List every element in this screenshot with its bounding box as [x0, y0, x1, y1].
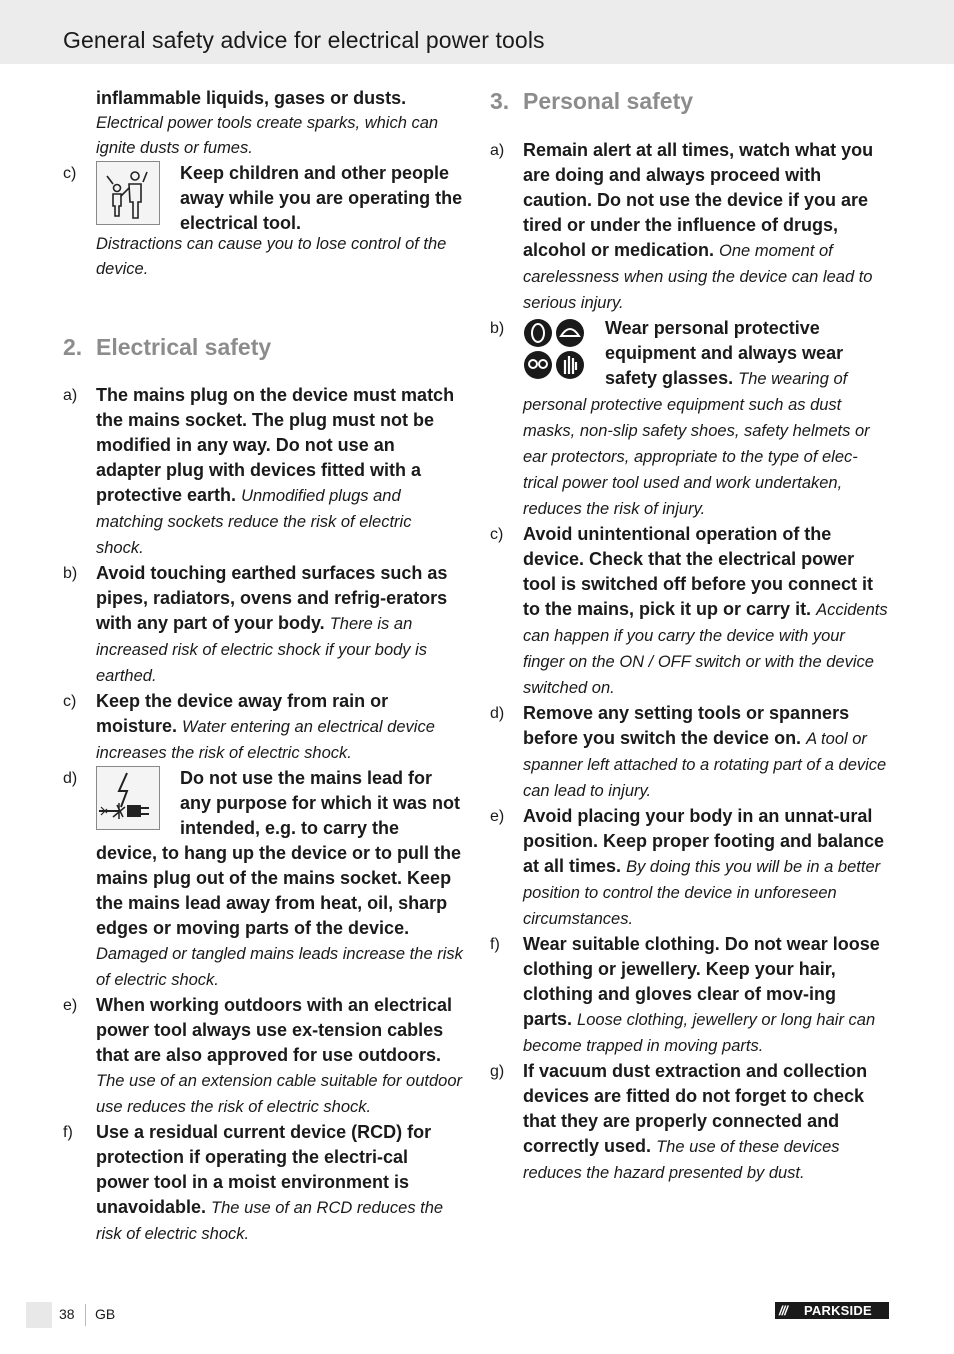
- item-text: There is an increased risk of electric shock if your body is earthed.: [96, 615, 428, 685]
- item-text: The use of these devices reduces the hazard presented by dust.: [523, 1138, 840, 1182]
- list-item: [63, 1120, 463, 1247]
- list-item: [63, 689, 463, 766]
- children-away-icon: [96, 161, 160, 225]
- list-item: [63, 561, 463, 689]
- page-header: [0, 0, 954, 64]
- item-marker: b): [490, 320, 505, 337]
- footer-marker: [26, 1302, 52, 1328]
- item-bold: Avoid placing your body in an unnat-ural position. Keep proper footing and balance at all times.: [523, 806, 885, 876]
- protective-equipment-icon: [523, 318, 585, 380]
- item-bold: If vacuum dust extraction and collection devices are fitted do not forget to check that they are properly connected and correctly used.: [523, 1061, 868, 1156]
- parkside-logo: [775, 1302, 889, 1319]
- item-text: The use of an extension cable suitable for outdoor use reduces the risk of electric shock.: [96, 1072, 462, 1116]
- page-number: 38: [59, 1306, 75, 1322]
- item-marker: d): [490, 705, 505, 722]
- item-text: Loose clothing, jewellery or long hair can become trapped in moving parts.: [523, 1011, 876, 1055]
- item-bold: Wear suitable clothing. Do not wear loose clothing or jewellery. Keep your hair, clothing and gloves clear of mov-ing parts.: [523, 934, 880, 1029]
- item-bold: Wear personal protective equipment and always wear safety glasses.: [605, 318, 844, 388]
- item-text: Accidents can happen if you carry the device with your finger on the ON / OFF switch or with the device switched on.: [523, 601, 888, 697]
- left-column: [63, 86, 463, 1247]
- footer-divider: [85, 1304, 86, 1326]
- item-text: By doing this you will be in a better position to control the device in unforeseen circumstances.: [523, 858, 881, 928]
- item-text: Damaged or tangled mains leads increase the risk of electric shock.: [96, 945, 463, 989]
- item-marker: g): [490, 1063, 505, 1080]
- section-heading-personal-safety: [490, 86, 890, 116]
- language-code: GB: [95, 1306, 116, 1322]
- item-marker: f): [63, 1124, 73, 1141]
- list-item: [490, 1059, 890, 1186]
- logo-stripes: ///: [779, 1303, 787, 1318]
- item-marker: c): [490, 526, 504, 543]
- damaged-cable-icon: [96, 766, 160, 830]
- item-marker: c): [63, 693, 77, 710]
- item-bold: Remove any setting tools or spanners before you switch the device on.: [523, 703, 850, 748]
- item-bold: Do not use the mains lead for any purpose for which it was not intended, e.g. to carry the device, to hang up the device or to pull the mains plug out of the mains socket. Keep the mains lead away from heat, oil, sharp edges or moving parts of the device.: [96, 768, 462, 938]
- intro-bold: inflammable liquids, gases or dusts.: [96, 88, 407, 108]
- item-marker: a): [490, 142, 505, 159]
- item-marker: f): [490, 936, 500, 953]
- section-number: 3.: [490, 88, 510, 114]
- intro-text: Electrical power tools create sparks, which can ignite dusts or fumes.: [96, 114, 439, 157]
- item-marker: b): [63, 565, 78, 582]
- item-text: One moment of carelessness when using the device can lead to serious injury.: [523, 242, 873, 312]
- list-item: [490, 804, 890, 932]
- right-column: [490, 86, 890, 1186]
- section-title: Electrical safety: [96, 334, 272, 360]
- list-item: [63, 383, 463, 561]
- item-marker: e): [63, 997, 78, 1014]
- item-bold: Remain alert at all times, watch what you are doing and always proceed with caution. Do not use the device if you are tired or under the influence of drugs, alcohol or medication.: [523, 140, 874, 260]
- intro-paragraph: [63, 86, 463, 161]
- item-text: Water entering an electrical device increases the risk of electric shock.: [96, 718, 435, 762]
- list-item: [490, 316, 890, 522]
- list-item: [490, 522, 890, 701]
- item-bold: Avoid unintentional operation of the device. Check that the electrical power tool is switched off before you connect it to the mains, pick it up or carry it.: [523, 524, 874, 619]
- section-title: Personal safety: [523, 88, 694, 114]
- section-heading-electrical-safety: [63, 332, 463, 362]
- logo-text: PARKSIDE: [804, 1303, 872, 1318]
- page-title: General safety advice for electrical power tools: [63, 27, 545, 53]
- item-bold: Use a residual current device (RCD) for protection if operating the electri-cal power tool in a moist environment is unavoidable.: [96, 1122, 432, 1217]
- section-number: 2.: [63, 334, 83, 360]
- item-bold: The mains plug on the device must match the mains socket. The plug must not be modified in any way. Do not use an adapter plug with devices fitted with a protective earth.: [96, 385, 455, 505]
- item-text: A tool or spanner left attached to a rotating part of a device can lead to injury.: [523, 730, 887, 800]
- item-marker: e): [490, 808, 505, 825]
- item-text: Distractions can cause you to lose control of the device.: [96, 235, 447, 278]
- list-item: [490, 932, 890, 1059]
- item-text: Unmodified plugs and matching sockets reduce the risk of electric shock.: [96, 487, 412, 557]
- list-item: [490, 138, 890, 316]
- item-text: The wearing of personal protective equipment such as dust masks, non-slip safety shoes, safety helmets or ear protectors, appropriate to the type of elec-trical power tool used and work undertaken, reduces the risk of injury.: [523, 370, 870, 518]
- item-bold: Avoid touching earthed surfaces such as pipes, radiators, ovens and refrig-erators with any part of your body.: [96, 563, 448, 633]
- item-bold: Keep the device away from rain or moisture.: [96, 691, 389, 736]
- item-bold: Keep children and other people away while you are operating the electrical tool.: [180, 163, 463, 233]
- list-item: [63, 993, 463, 1120]
- item-marker: d): [63, 770, 78, 787]
- list-item-c-children: [63, 161, 463, 282]
- item-marker: a): [63, 387, 78, 404]
- list-item: [63, 766, 463, 993]
- item-marker: c): [63, 165, 77, 182]
- item-bold: When working outdoors with an electrical power tool always use ex-tension cables that are also approved for use outdoors.: [96, 995, 453, 1065]
- list-item: [490, 701, 890, 804]
- item-text: The use of an RCD reduces the risk of electric shock.: [96, 1199, 444, 1243]
